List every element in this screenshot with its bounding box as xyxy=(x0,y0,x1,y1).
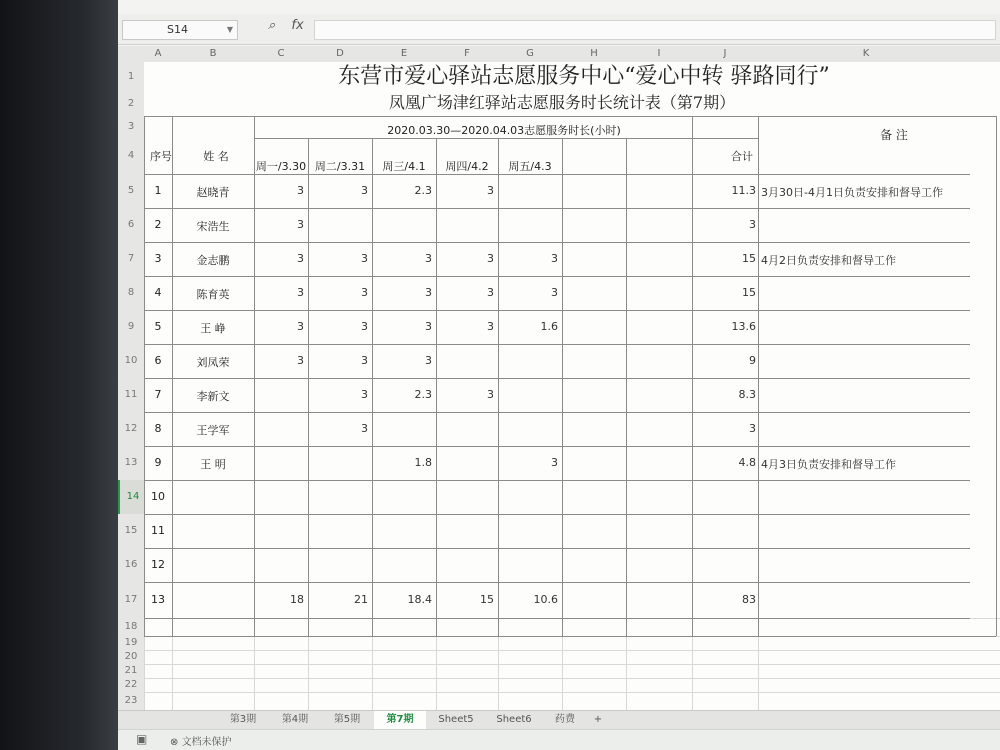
row-header-3[interactable]: 3 xyxy=(127,121,135,132)
header-note[interactable]: 备 注 xyxy=(880,128,908,142)
cell-hours[interactable]: 3 xyxy=(425,320,432,333)
sheet-sub-title[interactable]: 凤凰广场津红驿站志愿服务时长统计表（第7期） xyxy=(388,93,736,112)
cell-name[interactable]: 王 峥 xyxy=(200,322,226,335)
grid-line xyxy=(144,446,970,447)
cell-name[interactable]: 王 明 xyxy=(200,458,226,471)
cell-index[interactable]: 12 xyxy=(151,558,165,571)
cell-hours[interactable]: 3 xyxy=(487,388,494,401)
grid-line xyxy=(144,582,970,583)
sheet-main-title[interactable]: 东营市爱心驿站志愿服务中心“爱心中转 驿路同行” xyxy=(338,64,830,89)
cell-name[interactable]: 宋浩生 xyxy=(196,220,230,233)
cell-hours[interactable]: 3 xyxy=(551,252,558,265)
grid-line xyxy=(144,344,970,345)
row-header-23[interactable]: 23 xyxy=(124,695,138,706)
header-day-5[interactable]: 周五/4.3 xyxy=(508,160,552,173)
row-header-5[interactable]: 5 xyxy=(127,185,135,196)
grid-line xyxy=(172,636,173,710)
cell-hours[interactable]: 15 xyxy=(480,593,494,606)
cell-index[interactable]: 10 xyxy=(151,490,165,503)
grid-line xyxy=(144,514,970,515)
cell-hours[interactable]: 3 xyxy=(361,286,368,299)
cell-hours[interactable]: 10.6 xyxy=(533,593,558,606)
grid-line xyxy=(498,138,499,636)
cell-index[interactable]: 1 xyxy=(154,184,162,197)
row-header-16[interactable]: 16 xyxy=(124,559,138,570)
row-header-6[interactable]: 6 xyxy=(127,219,135,230)
cell-hours[interactable]: 3 xyxy=(297,184,304,197)
cell-total[interactable]: 4.8 xyxy=(738,456,756,469)
spreadsheet-window xyxy=(118,0,1000,750)
cell-hours[interactable]: 3 xyxy=(425,354,432,367)
cell-total[interactable]: 13.6 xyxy=(731,320,756,333)
grid-line xyxy=(436,138,437,636)
grid-line xyxy=(254,138,758,139)
cell-name[interactable]: 赵晓青 xyxy=(196,186,230,199)
grid-line xyxy=(996,116,997,636)
cell-hours[interactable]: 2.3 xyxy=(414,184,432,197)
column-header-b[interactable]: B xyxy=(209,48,217,59)
row-header-15[interactable]: 15 xyxy=(124,525,138,536)
sheet-tab[interactable]: Sheet5 xyxy=(438,714,474,725)
cell-hours[interactable]: 3 xyxy=(487,286,494,299)
grid-line xyxy=(758,116,759,636)
row-header-14[interactable]: 14 xyxy=(118,480,146,514)
add-sheet-button[interactable]: + xyxy=(593,714,603,725)
cell-hours[interactable]: 3 xyxy=(551,456,558,469)
row-header-13[interactable]: 13 xyxy=(124,457,138,468)
grid-line xyxy=(498,636,499,710)
protection-status-text: 文档未保护 xyxy=(181,737,232,748)
column-header-i[interactable]: I xyxy=(657,48,661,59)
cell-hours[interactable]: 3 xyxy=(297,218,304,231)
cell-note[interactable]: 3月30日-4月1日负责安排和督导工作 xyxy=(761,186,943,199)
cell-index[interactable]: 2 xyxy=(154,218,162,231)
row-header-11[interactable]: 11 xyxy=(124,389,138,400)
fx-icon[interactable]: fx xyxy=(291,18,304,33)
cell-hours[interactable]: 3 xyxy=(425,286,432,299)
cell-index[interactable]: 11 xyxy=(151,524,165,537)
grid-line xyxy=(692,636,693,710)
sheet-icon[interactable]: ▣ xyxy=(136,732,148,746)
chevron-down-icon[interactable]: ▼ xyxy=(226,25,233,34)
cell-hours[interactable]: 3 xyxy=(297,354,304,367)
status-bar xyxy=(118,729,1000,750)
grid-line xyxy=(144,412,970,413)
cell-hours[interactable]: 3 xyxy=(425,252,432,265)
grid-line xyxy=(758,636,759,710)
cell-name[interactable]: 李新文 xyxy=(196,390,230,403)
row-header-12[interactable]: 12 xyxy=(124,423,138,434)
grid-line xyxy=(144,548,970,549)
header-day-2[interactable]: 周二/3.31 xyxy=(314,160,366,173)
column-header-j[interactable]: J xyxy=(723,48,727,59)
cell-hours[interactable]: 1.8 xyxy=(414,456,432,469)
cell-name[interactable]: 金志鹏 xyxy=(196,254,230,267)
sheet-tab[interactable]: 第4期 xyxy=(281,714,309,725)
row-header-22[interactable]: 22 xyxy=(124,679,138,690)
grid-line xyxy=(144,678,1000,679)
column-header-f[interactable]: F xyxy=(464,48,470,59)
grid-line xyxy=(144,310,970,311)
row-header-20[interactable]: 20 xyxy=(124,651,138,662)
header-day-3[interactable]: 周三/4.1 xyxy=(382,160,426,173)
cell-hours[interactable]: 1.6 xyxy=(540,320,558,333)
sheet-tab[interactable]: 药费 xyxy=(555,714,575,725)
cell-hours[interactable]: 3 xyxy=(487,252,494,265)
row-header-18[interactable]: 18 xyxy=(124,621,138,632)
column-header-h[interactable]: H xyxy=(590,48,598,59)
grid-line xyxy=(144,378,970,379)
cell-index[interactable]: 4 xyxy=(154,286,162,299)
cell-hours[interactable]: 3 xyxy=(551,286,558,299)
grid-line xyxy=(144,650,1000,651)
cell-hours[interactable]: 3 xyxy=(361,354,368,367)
cell-hours[interactable]: 3 xyxy=(297,320,304,333)
cell-index[interactable]: 8 xyxy=(154,422,162,435)
cell-name[interactable]: 刘凤荣 xyxy=(196,356,230,369)
cell-name[interactable]: 王学军 xyxy=(196,424,230,437)
cell-index[interactable]: 9 xyxy=(154,456,162,469)
column-header-e[interactable]: E xyxy=(400,48,408,59)
cell-hours[interactable]: 3 xyxy=(361,184,368,197)
name-box-value: S14 xyxy=(167,23,188,36)
cell-hours[interactable]: 18.4 xyxy=(407,593,432,606)
cell-hours[interactable]: 3 xyxy=(361,422,368,435)
cell-hours[interactable]: 18 xyxy=(290,593,304,606)
cell-note[interactable]: 4月3日负责安排和督导工作 xyxy=(761,458,896,471)
worksheet[interactable] xyxy=(144,62,1000,710)
cell-index[interactable]: 3 xyxy=(154,252,162,265)
column-header-a[interactable]: A xyxy=(154,48,162,59)
cell-total[interactable]: 9 xyxy=(749,354,756,367)
row-header-1[interactable]: 1 xyxy=(127,71,135,82)
row-header-17[interactable]: 17 xyxy=(124,594,138,605)
protection-status[interactable]: ⊗ 文档未保护 xyxy=(170,737,232,748)
row-header xyxy=(118,62,145,710)
row-header-4[interactable]: 4 xyxy=(127,150,135,161)
header-total[interactable]: 合计 xyxy=(731,150,753,163)
row-header-21[interactable]: 21 xyxy=(124,665,138,676)
column-header-k[interactable]: K xyxy=(862,48,870,59)
grid-line xyxy=(254,636,255,710)
grid-line xyxy=(562,636,563,710)
grid-line xyxy=(144,636,145,710)
header-index[interactable]: 序号 xyxy=(150,150,172,163)
cell-hours[interactable]: 3 xyxy=(297,252,304,265)
cell-hours[interactable]: 3 xyxy=(487,320,494,333)
row-header-19[interactable]: 19 xyxy=(124,637,138,648)
cell-index[interactable]: 13 xyxy=(151,593,165,606)
grid-line xyxy=(144,276,970,277)
column-header xyxy=(118,46,1000,63)
cell-total[interactable]: 8.3 xyxy=(738,388,756,401)
header-day-1[interactable]: 周一/3.30 xyxy=(255,160,307,173)
cell-name[interactable]: 陈育英 xyxy=(196,288,230,301)
formula-input[interactable] xyxy=(314,20,996,40)
cell-index[interactable]: 6 xyxy=(154,354,162,367)
cell-index[interactable]: 5 xyxy=(154,320,162,333)
grid-line xyxy=(144,116,996,117)
cell-index[interactable]: 7 xyxy=(154,388,162,401)
header-period[interactable]: 2020.03.30—2020.04.03志愿服务时长(小时) xyxy=(387,124,621,137)
column-header-d[interactable]: D xyxy=(336,48,344,59)
cell-hours[interactable]: 21 xyxy=(354,593,368,606)
grid-line xyxy=(144,174,970,175)
cell-note[interactable]: 4月2日负责安排和督导工作 xyxy=(761,254,896,267)
sheet-tabs xyxy=(118,710,1000,729)
grid-line xyxy=(144,692,1000,693)
grid-line xyxy=(144,636,996,637)
cell-hours[interactable]: 3 xyxy=(361,320,368,333)
monitor-bezel xyxy=(0,0,118,750)
sheet-tab[interactable]: 第3期 xyxy=(229,714,257,725)
cell-hours[interactable]: 3 xyxy=(361,252,368,265)
cell-total[interactable]: 3 xyxy=(749,218,756,231)
zoom-search-icon[interactable]: ⌕ xyxy=(268,18,276,33)
grid-line xyxy=(372,138,373,636)
grid-line xyxy=(626,138,627,636)
grid-line xyxy=(144,242,970,243)
sheet-tab[interactable]: 第5期 xyxy=(333,714,361,725)
cell-hours[interactable]: 3 xyxy=(361,388,368,401)
grid-line xyxy=(144,664,1000,665)
grid-line xyxy=(436,636,437,710)
cell-total[interactable]: 83 xyxy=(742,593,756,606)
column-header-g[interactable]: G xyxy=(526,48,534,59)
grid-line xyxy=(562,138,563,636)
grid-line xyxy=(308,138,309,636)
row-header-2[interactable]: 2 xyxy=(127,98,135,109)
cell-total[interactable]: 11.3 xyxy=(731,184,756,197)
grid-line xyxy=(144,480,970,481)
cell-hours[interactable]: 3 xyxy=(297,286,304,299)
formula-icons xyxy=(268,18,316,33)
cell-hours[interactable]: 2.3 xyxy=(414,388,432,401)
sheet-tab[interactable]: Sheet6 xyxy=(496,714,532,725)
grid-line xyxy=(372,636,373,710)
cell-total[interactable]: 3 xyxy=(749,422,756,435)
grid-line xyxy=(144,208,970,209)
header-day-4[interactable]: 周四/4.2 xyxy=(445,160,489,173)
cell-total[interactable]: 15 xyxy=(742,286,756,299)
name-box[interactable] xyxy=(122,20,238,40)
cell-hours[interactable]: 3 xyxy=(487,184,494,197)
grid-line xyxy=(626,636,627,710)
grid-line xyxy=(144,618,970,619)
formula-bar xyxy=(118,14,1000,45)
row-header-9[interactable]: 9 xyxy=(127,321,135,332)
sheet-tab[interactable]: 第7期 xyxy=(374,711,426,731)
grid-line xyxy=(308,636,309,710)
column-header-c[interactable]: C xyxy=(277,48,285,59)
header-name[interactable]: 姓 名 xyxy=(203,150,229,163)
row-header-8[interactable]: 8 xyxy=(127,287,135,298)
cell-total[interactable]: 15 xyxy=(742,252,756,265)
row-header-10[interactable]: 10 xyxy=(124,355,138,366)
row-header-7[interactable]: 7 xyxy=(127,253,135,264)
